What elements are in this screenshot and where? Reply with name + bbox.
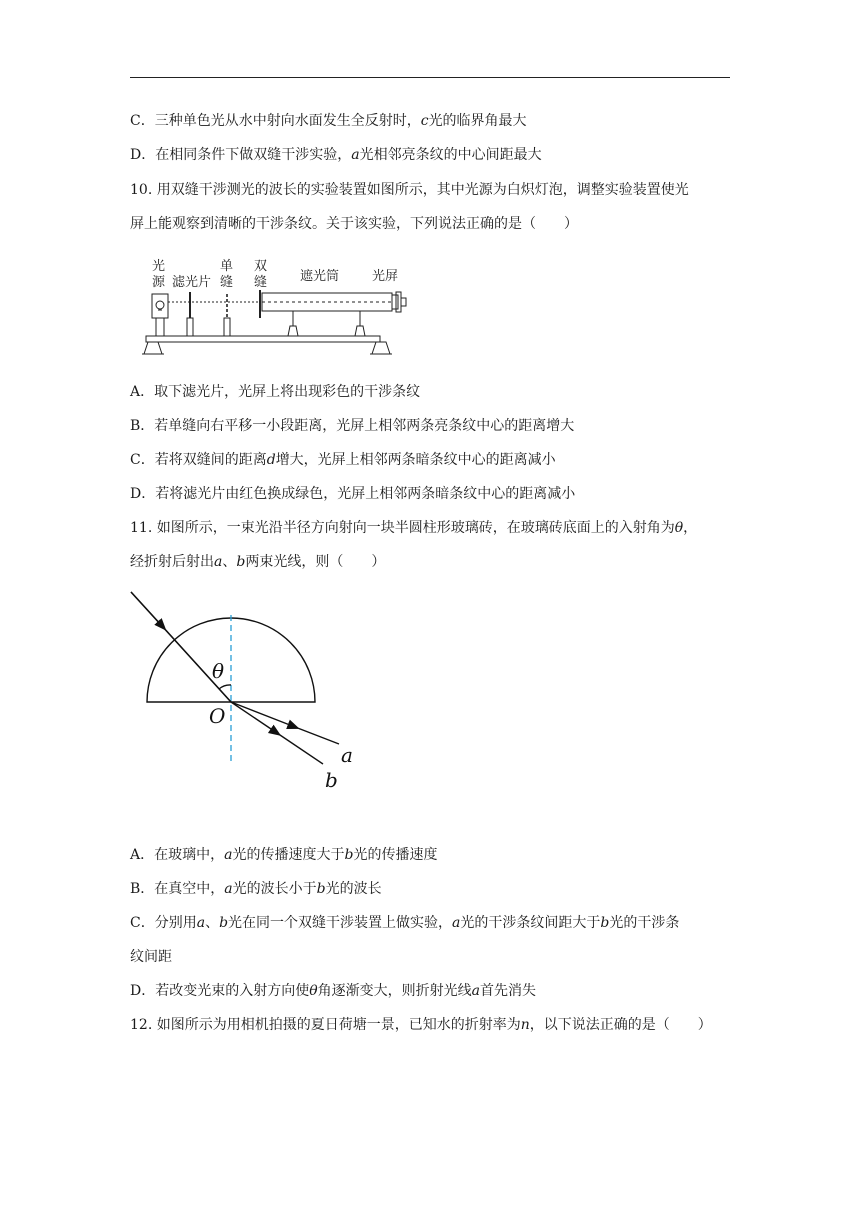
q11-stem-line1: 11. 如图所示，一束光沿半径方向射向一块半圆柱形玻璃砖，在玻璃砖底面上的入射角为θ， [130,520,698,536]
label-ray-b: b [325,768,338,792]
q11-stem-line2: 经折射后射出a、b两束光线，则（ ） [130,554,386,570]
q10-option-d[interactable]: D．若将滤光片由红色换成绿色，光屏上相邻两条暗条纹中心的距离减小 [130,486,576,502]
q10-option-b[interactable]: B．若单缝向右平移一小段距离，光屏上相邻两条亮条纹中心的距离增大 [130,418,575,434]
label-theta: θ [212,659,225,683]
label-origin: O [209,704,226,728]
label-double-slit: 双 [254,259,268,274]
svg-text:源: 源 [152,275,166,290]
q9-option-c[interactable]: C．三种单色光从水中射向水面发生全反射时，c光的临界角最大 [130,113,527,129]
label-light-source: 光 [152,259,166,274]
bulb-housing [152,294,168,318]
q9-option-d[interactable]: D．在相同条件下做双缝干涉实验，a光相邻亮条纹的中心间距最大 [130,147,542,163]
q12-stem: 12. 如图所示为用相机拍摄的夏日荷塘一景，已知水的折射率为n，以下说法正确的是（ ） [130,1017,712,1033]
bench-foot-right [372,342,390,354]
svg-text:缝: 缝 [254,275,268,290]
semicircular-glass-figure [125,585,365,795]
label-screen: 光屏 [372,269,399,284]
theta-arc [219,685,231,689]
label-single-slit: 单 [220,259,234,274]
label-ray-a: a [341,743,353,767]
svg-text:缝: 缝 [220,275,234,290]
q11-option-d[interactable]: D．若改变光束的入射方向使θ角逐渐变大，则折射光线a首先消失 [130,983,537,999]
double-slit-apparatus-figure [138,252,438,364]
q10-stem-line1: 10. 用双缝干涉测光的波长的实验装置如图所示，其中光源为白炽灯泡，调整实验装置使光 [130,182,689,198]
bulb-icon [156,301,164,309]
optical-bench [146,336,380,342]
q11-option-a[interactable]: A．在玻璃中，a光的传播速度大于b光的传播速度 [130,847,438,863]
q10-stem-line2: 屏上能观察到清晰的干涉条纹。关于该实验，下列说法正确的是（ ） [130,216,578,232]
q11-option-c-line1[interactable]: C．分别用a、b光在同一个双缝干涉装置上做实验，a光的干涉条纹间距大于b光的干涉条 [130,915,680,931]
bench-foot-left [144,342,162,354]
q10-option-c[interactable]: C．若将双缝间的距离d增大，光屏上相邻两条暗条纹中心的距离减小 [130,452,556,468]
q11-option-b[interactable]: B．在真空中，a光的波长小于b光的波长 [130,881,382,897]
header-rule [130,77,730,78]
q10-option-a[interactable]: A．取下滤光片，光屏上将出现彩色的干涉条纹 [130,384,421,400]
label-filter: 滤光片 [172,275,212,290]
label-tube: 遮光筒 [300,269,340,284]
q11-option-c-line2: 纹间距 [130,949,172,965]
